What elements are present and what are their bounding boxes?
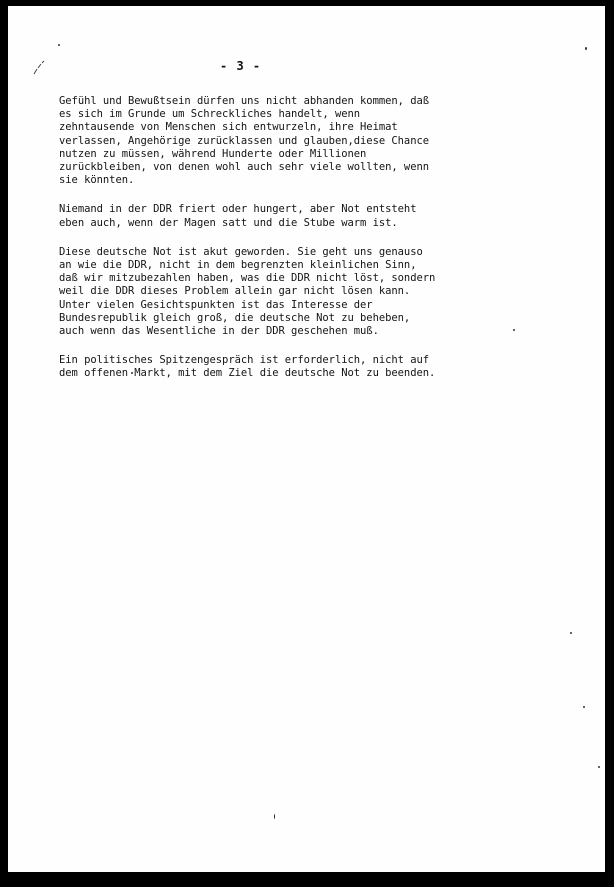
text-line: Unter vielen Gesichtspunkten ist das Interesse der [59,298,373,311]
text-line: sie könnten. [59,174,135,187]
scan-speck [570,632,572,634]
scan-speck [585,47,587,50]
text-line: eben auch, wenn der Magen satt und die Stube warm ist. [59,216,398,229]
scan-speck [274,814,275,819]
paragraph [59,246,529,338]
text-line: dem offenen Markt, mit dem Ziel die deutsche Not zu beenden. [59,367,436,380]
text-line: Gefühl und Bewußtsein dürfen uns nicht abhanden kommen, daß [59,95,430,107]
scan-speck [583,706,585,708]
text-line: zehntausende von Menschen sich entwurzeln, ihre Heimat [59,121,398,134]
scan-speck [598,766,600,768]
body-text [59,95,529,397]
text-line: es sich im Grunde um Schreckliches handelt, wenn [59,108,361,121]
text-line: daß wir mitzubezahlen haben, was die DDR nicht löst, sondern [59,272,436,285]
text-line: weil die DDR dieses Problem allein gar nicht lösen kann. [59,285,411,298]
paragraph [59,354,529,380]
text-line: Niemand in der DDR friert oder hungert, aber Not entsteht [59,203,417,216]
text-line: verlassen, Angehörige zurücklassen und glauben,diese Chance [59,134,430,147]
scan-artifact-mark [32,60,46,76]
text-line: nutzen zu müssen, während Hunderte oder Millionen [59,147,367,160]
page-number: - 3 - [220,59,262,73]
text-line: zurückbleiben, von denen wohl auch sehr viele wollten, wenn [59,161,430,174]
text-line: Diese deutsche Not ist akut geworden. Sie geht uns genauso [59,245,423,258]
paragraph [59,203,529,229]
text-line: Bundesrepublik gleich groß, die deutsche Not zu beheben, [59,311,411,324]
paragraph [59,95,529,187]
text-line: auch wenn das Wesentliche in der DDR geschehen muß. [59,325,379,338]
text-line: Ein politisches Spitzengespräch ist erforderlich, nicht auf [59,354,430,367]
text-line: an wie die DDR, nicht in dem begrenzten kleinlichen Sinn, [59,259,417,272]
scan-speck [58,44,60,46]
document-page [8,6,605,872]
